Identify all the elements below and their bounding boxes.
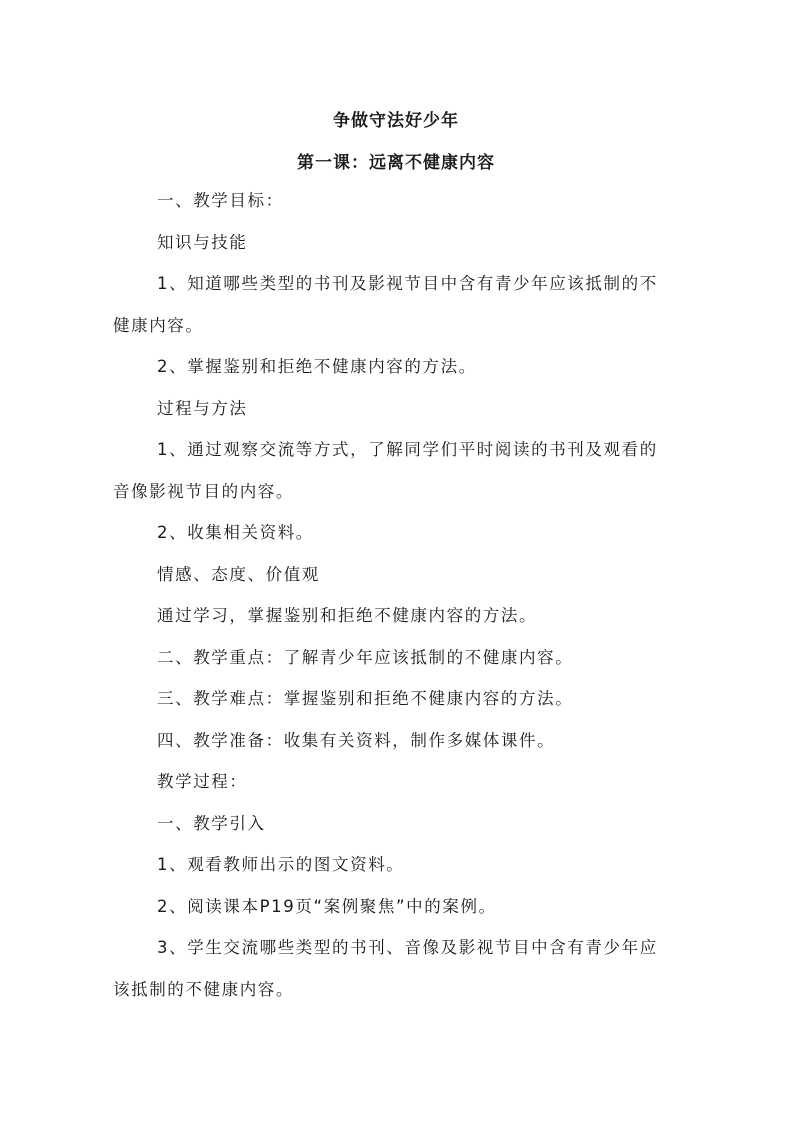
paragraph-process-1: 1、通过观察交流等方式，了解同学们平时阅读的书刊及观看的: [157, 440, 658, 459]
paragraph-goal-1: 1、知道哪些类型的书刊及影视节目中含有青少年应该抵制的不: [157, 274, 658, 293]
paragraph-teaching-goals: 一、教学目标：: [157, 191, 284, 210]
document-title: 争做守法好少年: [333, 111, 459, 131]
paragraph-key-points: 二、教学重点：了解青少年应该抵制的不健康内容。: [157, 648, 574, 667]
paragraph-intro-3-cont: 该抵制的不健康内容。: [113, 980, 294, 999]
paragraph-difficulties: 三、教学难点：掌握鉴别和拒绝不健康内容的方法。: [157, 689, 574, 708]
paragraph-emotion-1: 通过学习，掌握鉴别和拒绝不健康内容的方法。: [157, 606, 538, 625]
paragraph-knowledge-skills: 知识与技能: [157, 233, 248, 252]
paragraph-process-method: 过程与方法: [157, 399, 248, 418]
paragraph-introduction: 一、教学引入: [157, 814, 266, 833]
paragraph-goal-1-cont: 健康内容。: [113, 316, 204, 335]
document-subtitle: 第一课：远离不健康内容: [297, 153, 495, 173]
paragraph-preparation: 四、教学准备：收集有关资料，制作多媒体课件。: [157, 731, 556, 750]
paragraph-process-1-cont: 音像影视节目的内容。: [113, 482, 294, 501]
paragraph-intro-3: 3、学生交流哪些类型的书刊、音像及影视节目中含有青少年应: [157, 938, 658, 957]
paragraph-intro-1: 1、观看教师出示的图文资料。: [157, 855, 405, 874]
paragraph-emotion-values: 情感、态度、价值观: [157, 565, 320, 584]
paragraph-intro-2: 2、阅读课本P19页“案例聚焦”中的案例。: [157, 897, 497, 916]
paragraph-teaching-process: 教学过程：: [157, 772, 248, 791]
paragraph-process-2: 2、收集相关资料。: [157, 523, 314, 542]
paragraph-goal-2: 2、掌握鉴别和拒绝不健康内容的方法。: [157, 357, 477, 376]
